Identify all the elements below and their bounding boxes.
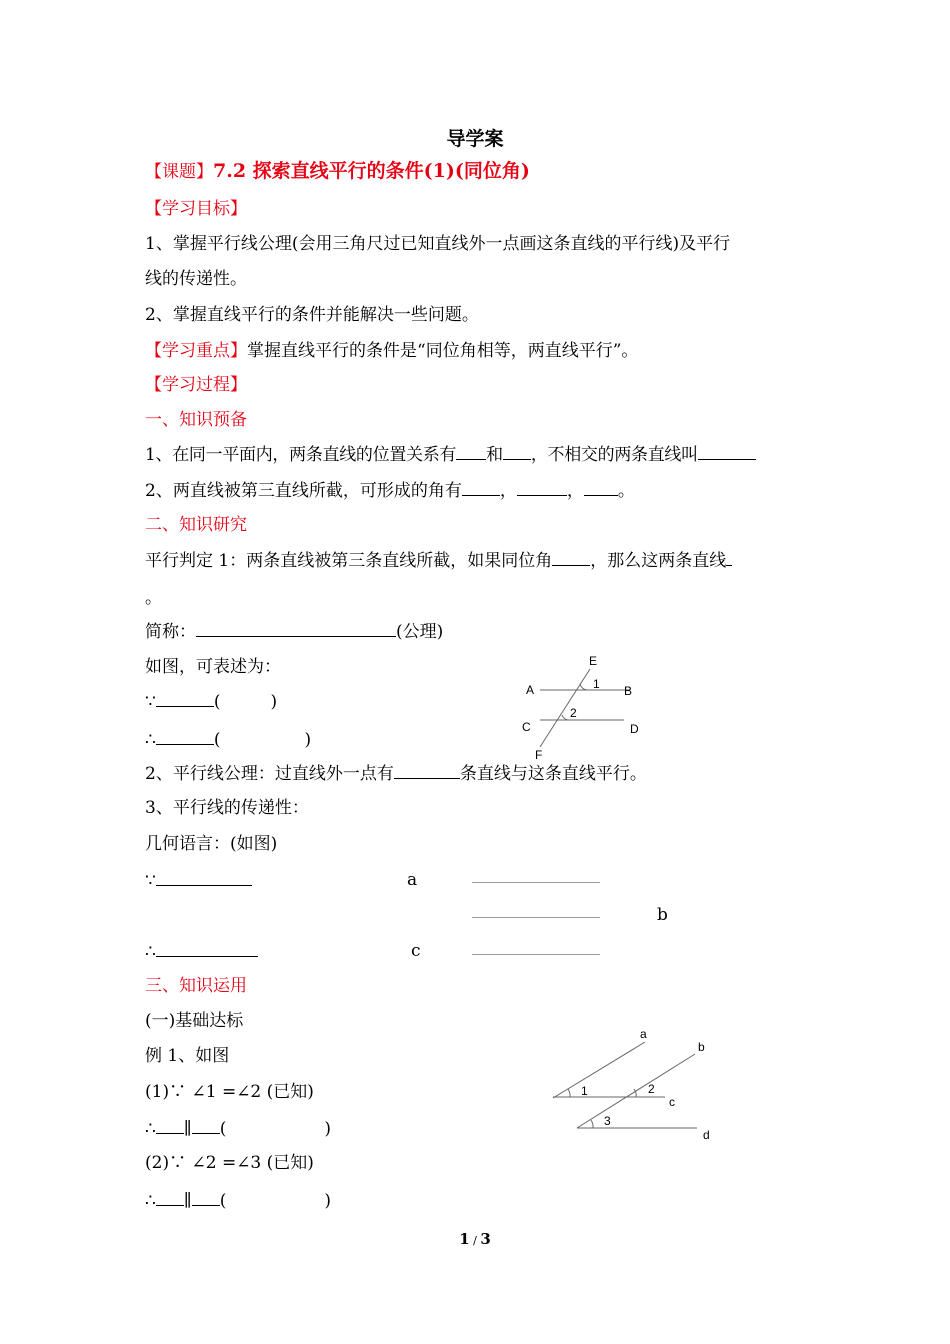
- page-total: 3: [480, 1230, 491, 1248]
- paren-close: ): [324, 1119, 331, 1139]
- parallel-rule-1: [145, 549, 732, 572]
- topic-title: 7.2 探索直线平行的条件(1)(同位角): [213, 160, 530, 182]
- angle-2-arc: [634, 1089, 636, 1097]
- objectives-tag: 【学习目标】: [145, 199, 247, 219]
- q1-text-c: ，不相交的两条直线叫: [530, 445, 698, 465]
- rule1-end: 。: [145, 588, 162, 608]
- q1-text-a: 1、在同一平面内，两条直线的位置关系有: [145, 445, 457, 465]
- geo-language: 几何语言：(如图): [145, 834, 278, 854]
- key-point-text: 掌握直线平行的条件是“同位角相等，两直线平行”。: [247, 341, 639, 361]
- therefore-symbol: ∴: [145, 1191, 156, 1211]
- basic-level: (一)基础达标: [145, 1011, 244, 1031]
- line-label-c: c: [411, 941, 421, 961]
- doc-title: 导学案: [446, 128, 504, 150]
- rule1-blank-2: [726, 549, 732, 566]
- key-point-tag: 【学习重点】: [145, 341, 247, 361]
- objective-2: 2、掌握直线平行的条件并能解决一些问题。: [145, 305, 479, 325]
- conclusion2-blank-2: [192, 1189, 220, 1206]
- page-number: [0, 1230, 950, 1248]
- label-e: E: [589, 654, 598, 668]
- q1-blank-3: [698, 443, 756, 460]
- process-tag: 【学习过程】: [145, 375, 247, 395]
- objective-1b: 线的传递性。: [145, 269, 247, 289]
- label-c: C: [522, 720, 531, 734]
- q2-blank-2: [517, 479, 567, 496]
- rule1-blank: [552, 549, 590, 566]
- paren-open: (: [219, 1191, 227, 1211]
- parallel-line-b: [472, 917, 600, 918]
- because-symbol: ∵: [145, 692, 156, 712]
- conclusion2-blank-1: [156, 1189, 184, 1206]
- conclusion1-blank-1: [156, 1117, 184, 1134]
- fig-intro: 如图，可表述为：: [145, 657, 281, 677]
- prep-question-1: [145, 443, 756, 466]
- q2-sep-1: ，: [499, 481, 517, 501]
- page-sep: /: [469, 1234, 481, 1247]
- therefore-line-1: [145, 728, 311, 751]
- q2-sep-2: ，: [566, 481, 584, 501]
- proof-conclusion-2: [145, 1189, 331, 1212]
- label-a: a: [640, 1027, 647, 1041]
- key-point-line: [145, 340, 638, 362]
- example-figure: [545, 1020, 725, 1150]
- axiom-text-a: 2、平行线公理：过直线外一点有: [145, 764, 394, 784]
- because-blank-2: [156, 869, 252, 886]
- therefore-symbol: ∴: [145, 942, 156, 962]
- parallel-line-a: [472, 882, 600, 883]
- paren-close: ): [324, 1191, 331, 1211]
- example-1: 例 1、如图: [145, 1046, 230, 1066]
- paren-open: (: [213, 730, 221, 750]
- paren-open: (: [213, 692, 221, 712]
- conclusion1-blank-2: [192, 1117, 220, 1134]
- label-3: 3: [604, 1114, 611, 1128]
- paren-close: ): [270, 692, 278, 712]
- rule1-text-a: 平行判定 1：两条直线被第三条直线所截，如果同位角: [145, 551, 553, 571]
- paren-open: (: [219, 1119, 227, 1139]
- paren-close: ): [304, 730, 312, 750]
- transitivity: 3、平行线的传递性：: [145, 798, 309, 818]
- line-ef: [540, 669, 590, 747]
- page-current: 1: [459, 1230, 470, 1248]
- label-2: 2: [648, 1082, 655, 1096]
- section3-heading: 三、知识运用: [145, 976, 247, 996]
- rule1-text-b: ，那么这两条直线: [590, 551, 727, 571]
- parallel-symbol: ∥: [183, 1191, 192, 1211]
- q1-blank-1: [456, 443, 486, 460]
- because-line-2: [145, 869, 252, 892]
- line-label-a: a: [407, 870, 418, 890]
- angle-1-arc: [568, 1089, 570, 1097]
- angle-3-arc: [591, 1120, 593, 1128]
- transversal-figure: [520, 650, 650, 760]
- therefore-blank-1: [156, 728, 214, 745]
- axiom-text-b: 条直线与这条直线平行。: [459, 764, 647, 784]
- label-2: 2: [570, 706, 577, 720]
- label-1: 1: [581, 1084, 588, 1098]
- therefore-blank-2: [156, 940, 258, 957]
- therefore-line-2: [145, 940, 258, 963]
- label-c: c: [669, 1095, 675, 1109]
- therefore-symbol: ∴: [145, 730, 156, 750]
- label-a: A: [526, 683, 535, 697]
- q2-text: 2、两直线被第三直线所截，可形成的角有: [145, 481, 462, 501]
- angle-1-arc: [580, 684, 587, 690]
- because-blank-1: [156, 690, 214, 707]
- prep-question-2: [145, 479, 635, 502]
- parallel-symbol: ∥: [183, 1119, 192, 1139]
- label-f: F: [535, 748, 543, 760]
- line-b: [577, 1054, 695, 1128]
- because-symbol: ∵: [145, 871, 156, 891]
- axiom-blank: [394, 762, 460, 779]
- section1-heading: 一、知识预备: [145, 410, 247, 430]
- q2-end: 。: [617, 481, 635, 501]
- label-d: D: [630, 722, 639, 736]
- label-b: b: [698, 1040, 705, 1054]
- q2-blank-3: [584, 479, 618, 496]
- label-1: 1: [593, 677, 600, 691]
- q1-blank-2: [503, 443, 531, 460]
- q1-text-b: 和: [486, 445, 503, 465]
- section2-heading: 二、知识研究: [145, 515, 247, 535]
- parallel-axiom: [145, 762, 647, 785]
- line-a: [553, 1042, 645, 1098]
- proof-conclusion-1: [145, 1117, 331, 1140]
- line-label-b: b: [657, 905, 668, 925]
- label-b: B: [624, 684, 633, 698]
- topic-line: [145, 160, 530, 183]
- abbr-blank: [196, 620, 396, 637]
- q2-blank-1: [462, 479, 500, 496]
- topic-tag: 【课题】: [145, 162, 213, 182]
- because-line-1: [145, 690, 277, 713]
- label-d: d: [703, 1128, 710, 1142]
- proof-step-2: (2)∵ ∠2 =∠3 (已知): [145, 1153, 314, 1173]
- therefore-symbol: ∴: [145, 1119, 156, 1139]
- parallel-line-c: [472, 954, 600, 955]
- angle-2-arc: [562, 715, 568, 720]
- proof-step-1: (1)∵ ∠1 =∠2 (已知): [145, 1082, 314, 1102]
- abbr-label: 简称：: [145, 622, 196, 642]
- abbr-note: (公理): [396, 622, 444, 642]
- objective-1a: 1、掌握平行线公理(会用三角尺过已知直线外一点画这条直线的平行线)及平行: [145, 234, 731, 254]
- abbr-line: [145, 620, 443, 643]
